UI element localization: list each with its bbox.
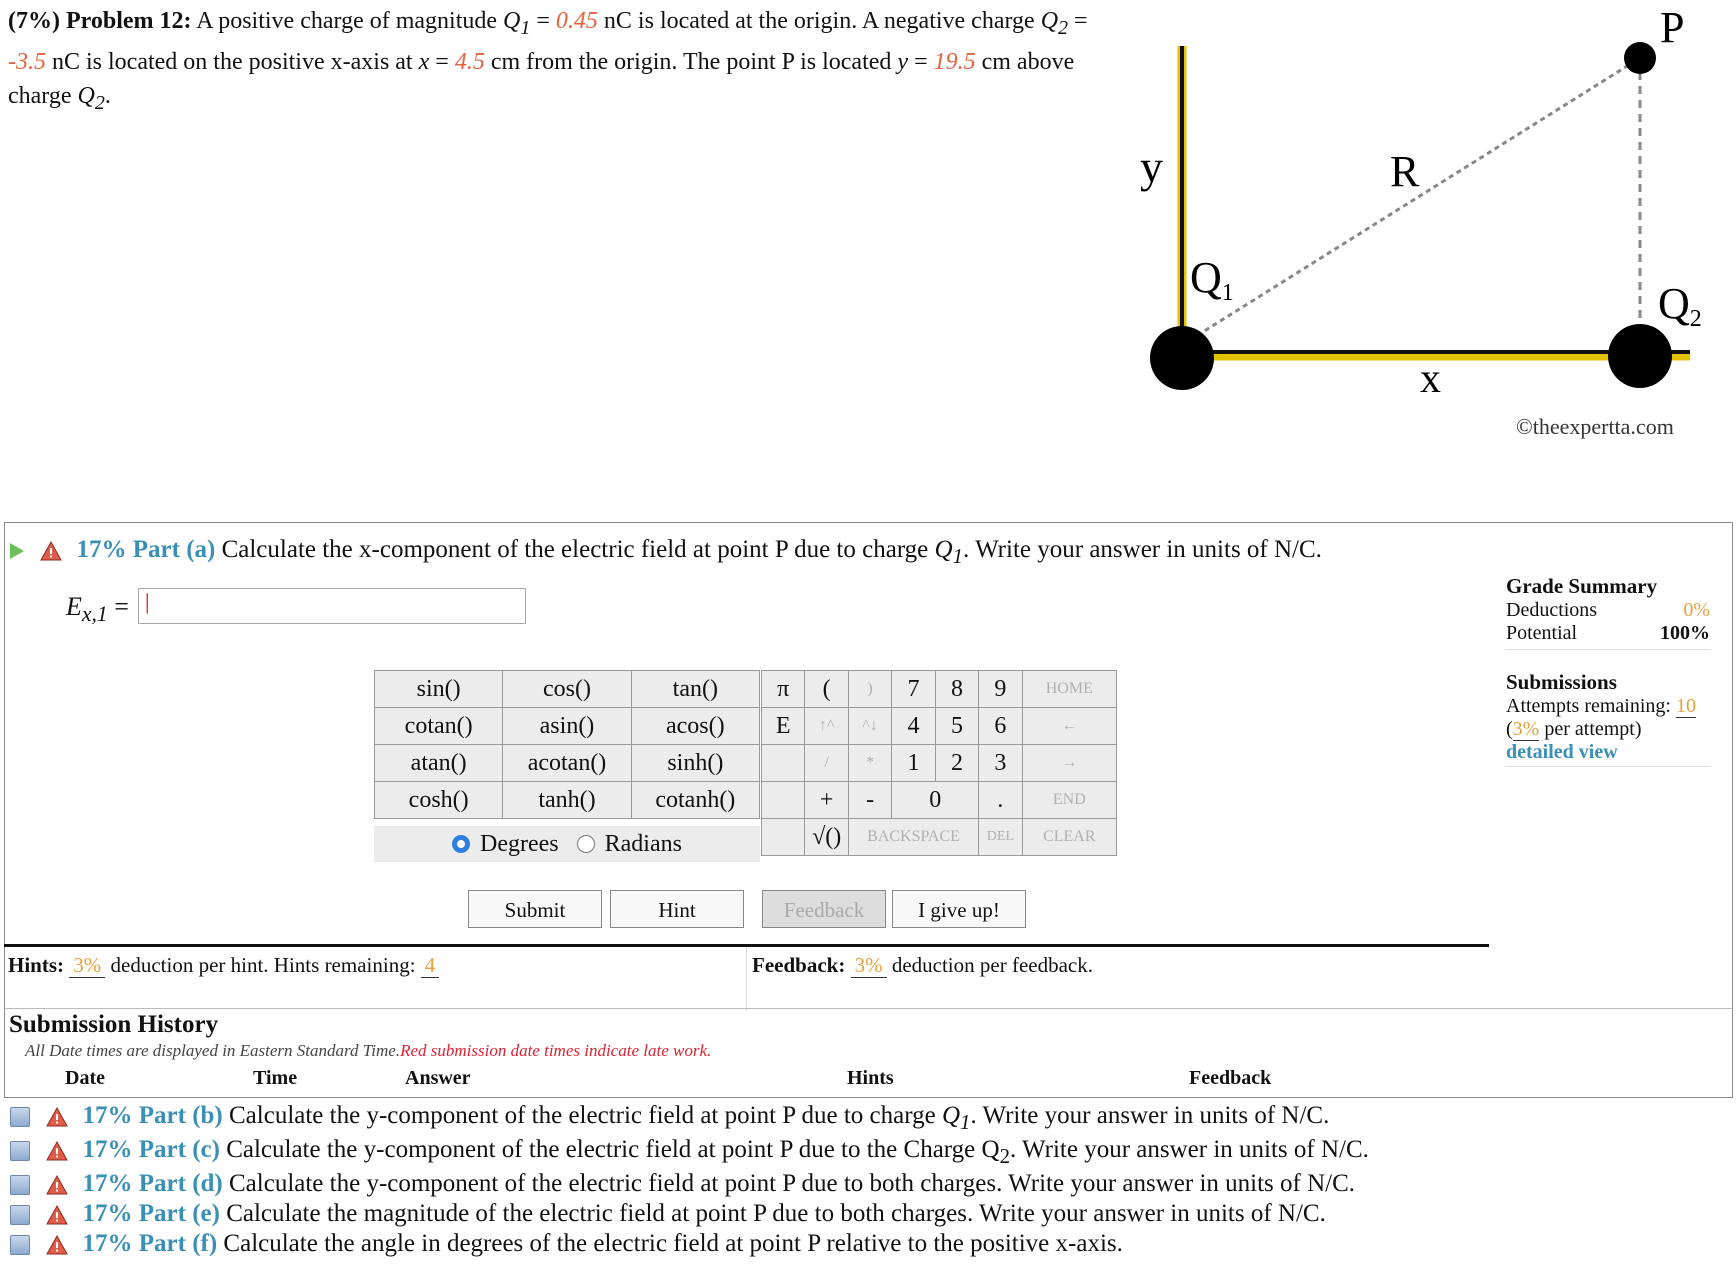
key-sqrt[interactable]: √(): [805, 819, 848, 856]
equals: =: [435, 48, 449, 75]
key-backspace[interactable]: BACKSPACE: [848, 819, 978, 856]
label-q2: Q2: [1658, 279, 1702, 332]
key-blank-1: [762, 745, 805, 782]
angle-mode: [374, 826, 760, 862]
detailed-view-link[interactable]: detailed view: [1506, 741, 1618, 763]
key-up[interactable]: ↑^: [805, 708, 848, 745]
key-lparen[interactable]: (: [805, 671, 848, 708]
charge-q1-dot: [1150, 326, 1214, 390]
part-f-header[interactable]: 17% Part (f) Calculate the angle in degrees of the electric field at point P relative to the positive x-axis.: [10, 1230, 1123, 1258]
q2-symbol-end: $Q_2$: [77, 82, 105, 114]
label-q1: Q1: [1190, 253, 1234, 306]
hints-feedback-row: [4, 944, 1489, 1011]
key-7[interactable]: 7: [892, 671, 935, 708]
r-line: [1182, 58, 1640, 345]
per-attempt: (3% per attempt): [1506, 718, 1642, 740]
degrees-radio[interactable]: [452, 835, 470, 853]
degrees-label: Degrees: [480, 830, 559, 857]
radians-label: Radians: [604, 830, 682, 857]
grade-title: Grade Summary: [1506, 574, 1658, 598]
problem-text-4: cm from the origin. The point P is located: [490, 48, 892, 75]
copyright: ©theexpertta.com: [1516, 414, 1674, 439]
equals: =: [914, 48, 928, 75]
key-tanh[interactable]: tanh(): [503, 782, 631, 819]
part-a-q1: $Q_1$: [934, 536, 964, 568]
key-pi[interactable]: π: [762, 671, 805, 708]
grade-summary: [1506, 574, 1710, 767]
feedback-info: Feedback: 3% deduction per feedback.: [752, 953, 1093, 977]
key-plus[interactable]: +: [805, 782, 848, 819]
key-blank-2: [762, 782, 805, 819]
key-clear[interactable]: CLEAR: [1022, 819, 1116, 856]
col-date: Date: [65, 1067, 105, 1089]
q1-symbol: $Q_1$: [503, 8, 531, 39]
warning-icon: [46, 1205, 68, 1225]
label-x: x: [1420, 356, 1441, 402]
key-4[interactable]: 4: [892, 708, 935, 745]
key-cotanh[interactable]: cotanh(): [631, 782, 759, 819]
problem-figure: [1120, 0, 1736, 470]
potential-row: Potential 100%: [1506, 622, 1710, 650]
key-blank-3: [762, 819, 805, 856]
problem-text-1: A positive charge of magnitude: [196, 8, 498, 34]
key-cosh[interactable]: cosh(): [375, 782, 503, 819]
col-feedback: Feedback: [1189, 1067, 1272, 1089]
col-answer: Answer: [405, 1067, 471, 1089]
key-sinh[interactable]: sinh(): [631, 745, 759, 782]
key-rparen[interactable]: ): [848, 671, 891, 708]
feedback-button[interactable]: Feedback: [762, 890, 886, 928]
warning-icon: [46, 1107, 68, 1127]
q1-value: 0.45: [555, 8, 598, 34]
hints-divider: [746, 947, 747, 1011]
part-a-header[interactable]: [10, 536, 1322, 569]
key-slash[interactable]: /: [805, 745, 848, 782]
point-p-dot: [1624, 42, 1656, 74]
key-6[interactable]: 6: [979, 708, 1022, 745]
charge-q2-dot: [1608, 324, 1672, 388]
key-acotan[interactable]: acotan(): [503, 745, 631, 782]
submit-button[interactable]: Submit: [468, 890, 602, 928]
key-cos[interactable]: cos(): [503, 671, 631, 708]
key-5[interactable]: 5: [935, 708, 978, 745]
collapsed-icon[interactable]: [10, 1235, 30, 1255]
problem-text-3: nC is located on the positive x-axis at: [52, 48, 413, 75]
key-minus[interactable]: -: [848, 782, 891, 819]
y-symbol: y: [897, 48, 909, 75]
problem-label: Problem 12:: [65, 8, 192, 34]
part-a-text: Calculate the x-component of the electric field at point P due to charge: [221, 536, 929, 563]
problem-text-5: cm above charge: [8, 48, 1075, 109]
history-title: Submission History: [9, 1011, 219, 1038]
key-0[interactable]: 0: [892, 782, 979, 819]
warning-icon: [40, 541, 62, 561]
key-tan[interactable]: tan(): [631, 671, 759, 708]
key-down[interactable]: ^↓: [848, 708, 891, 745]
warning-icon: [46, 1141, 68, 1161]
x-symbol: x: [418, 48, 430, 75]
key-sin[interactable]: sin(): [375, 671, 503, 708]
key-star[interactable]: *: [848, 745, 891, 782]
problem-statement: (7%) Problem 12: A positive charge of magnitude $Q_1 = 0.45$ nC is located at the origin. A negative charge $Q_2 = -3.5$ nC is located on the positive x-axis at x = 4.5 cm from the origin. The point P is located y = 19.5 cm above charge $Q_2$.: [8, 8, 1088, 114]
key-end[interactable]: END: [1022, 782, 1116, 819]
key-2[interactable]: 2: [935, 745, 978, 782]
equals: =: [536, 8, 550, 34]
key-cotan[interactable]: cotan(): [375, 708, 503, 745]
part-d-header[interactable]: 17% Part (d) Calculate the y-component of the electric field at point P due to both charges. Write your answer in units of N/C.: [10, 1170, 1355, 1198]
key-9[interactable]: 9: [979, 671, 1022, 708]
key-8[interactable]: 8: [935, 671, 978, 708]
key-del[interactable]: DEL: [979, 819, 1022, 856]
deductions-row: Deductions 0%: [1506, 599, 1710, 621]
collapsed-icon[interactable]: [10, 1107, 30, 1127]
key-asin[interactable]: asin(): [503, 708, 631, 745]
history-note: All Date times are displayed in Eastern Standard Time.Red submission date times indicate late work.: [25, 1041, 712, 1060]
q2-value: -3.5: [8, 48, 46, 75]
answer-input[interactable]: |: [138, 588, 526, 624]
key-atan[interactable]: atan(): [375, 745, 503, 782]
radians-radio[interactable]: [577, 835, 595, 853]
key-e[interactable]: E: [762, 708, 805, 745]
key-home[interactable]: HOME: [1022, 671, 1116, 708]
part-c-header[interactable]: 17% Part (c) Calculate the y-component of the electric field at point P due to the Charge $Q_2$. Write your answer in units of N/C.: [10, 1136, 1369, 1169]
problem-text-2: nC is located at the origin. A negative charge: [603, 8, 1035, 34]
q2-symbol: $Q_2$: [1040, 8, 1069, 39]
key-left[interactable]: ←: [1022, 708, 1116, 745]
key-dot[interactable]: .: [979, 782, 1022, 819]
submissions-title: Submissions: [1506, 670, 1617, 694]
answer-label: $E_{x,1}$ =: [66, 592, 129, 627]
key-right[interactable]: →: [1022, 745, 1116, 782]
expand-arrow-icon[interactable]: [10, 543, 24, 559]
key-acos[interactable]: acos(): [631, 708, 759, 745]
label-r: R: [1390, 147, 1420, 196]
equals: =: [1074, 8, 1088, 34]
label-p: P: [1660, 3, 1685, 52]
function-keypad: [374, 670, 760, 819]
problem-percent: (7%): [8, 8, 60, 34]
hint-button[interactable]: Hint: [610, 890, 744, 928]
hints-info: Hints: 3% deduction per hint. Hints remaining: 4: [8, 953, 439, 1013]
x-value: 4.5: [454, 48, 485, 75]
warning-icon: [46, 1235, 68, 1255]
part-a-text-end: . Write your answer in units of N/C.: [963, 536, 1322, 563]
y-value: 19.5: [933, 48, 976, 75]
collapsed-icon[interactable]: [10, 1205, 30, 1225]
part-e-header[interactable]: 17% Part (e) Calculate the magnitude of the electric field at point P due to both charges. Write your answer in units of N/C.: [10, 1200, 1326, 1228]
key-3[interactable]: 3: [979, 745, 1022, 782]
warning-icon: [46, 1175, 68, 1195]
submission-history: [4, 1008, 1733, 1098]
part-b-header[interactable]: 17% Part (b) Calculate the y-component of the electric field at point P due to charge $Q_1$. Write your answer in units of N/C.: [10, 1102, 1329, 1135]
attempts-remaining: Attempts remaining: 10: [1506, 695, 1696, 717]
label-y: y: [1140, 141, 1163, 192]
collapsed-icon[interactable]: [10, 1141, 30, 1161]
part-a-percent: 17% Part (a): [76, 536, 216, 563]
key-1[interactable]: 1: [892, 745, 935, 782]
col-hints: Hints: [847, 1067, 894, 1089]
number-keypad: [761, 670, 1117, 856]
collapsed-icon[interactable]: [10, 1175, 30, 1195]
col-time: Time: [253, 1067, 298, 1089]
give-up-button[interactable]: I give up!: [892, 890, 1026, 928]
